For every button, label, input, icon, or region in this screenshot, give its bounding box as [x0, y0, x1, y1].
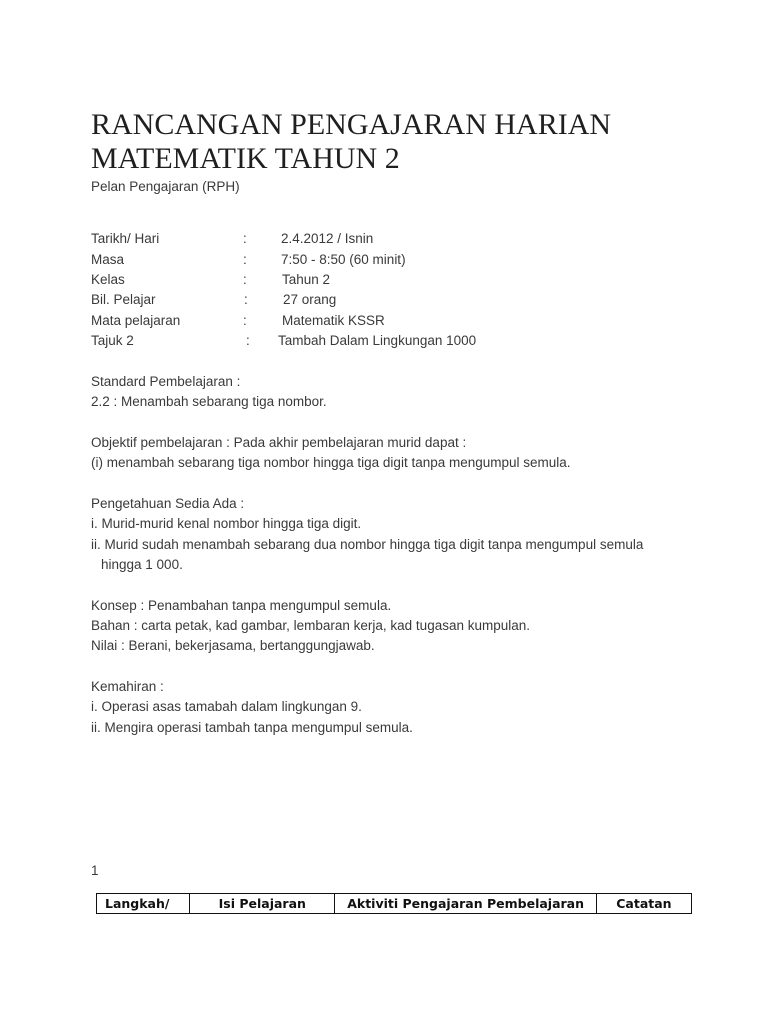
header-aktiviti: Aktiviti Pengajaran Pembelajaran — [335, 894, 596, 914]
info-label: Bil. Pelajar — [91, 292, 156, 307]
info-separator: : — [243, 313, 247, 328]
info-value: 2.4.2012 / Isnin — [281, 231, 374, 246]
kemahiran-heading: Kemahiran : — [91, 679, 164, 694]
info-row-bil-pelajar — [91, 292, 691, 308]
title-line-2: MATEMATIK TAHUN 2 — [91, 142, 400, 175]
info-value: Matematik KSSR — [282, 313, 385, 328]
info-row-tarikh — [91, 231, 691, 247]
info-separator: : — [243, 231, 247, 246]
info-value: Tambah Dalam Lingkungan 1000 — [278, 333, 477, 348]
header-catatan: Catatan — [596, 894, 691, 914]
page-number: 1 — [91, 863, 99, 878]
nilai-line: Nilai : Berani, bekerjasama, bertanggungjawab. — [91, 638, 375, 653]
title-line-1: RANCANGAN PENGAJARAN HARIAN — [91, 108, 612, 141]
pengetahuan-item-1: i. Murid-murid kenal nombor hingga tiga digit. — [91, 516, 362, 531]
document-subtitle: Pelan Pengajaran (RPH) — [91, 179, 240, 194]
objektif-item: (i) menambah sebarang tiga nombor hingga tiga digit tanpa mengumpul semula. — [91, 455, 571, 470]
kemahiran-item-2: ii. Mengira operasi tambah tanpa mengumpul semula. — [91, 720, 413, 735]
bahan-line: Bahan : carta petak, kad gambar, lembaran kerja, kad tugasan kumpulan. — [91, 618, 531, 633]
info-row-kelas — [91, 272, 691, 288]
info-value: Tahun 2 — [282, 272, 331, 287]
info-separator: : — [244, 292, 248, 307]
info-value: 27 orang — [283, 292, 337, 307]
lesson-table — [96, 893, 692, 914]
pengetahuan-heading: Pengetahuan Sedia Ada : — [91, 496, 245, 511]
header-langkah: Langkah/ — [97, 894, 190, 914]
info-value: 7:50 - 8:50 (60 minit) — [281, 252, 406, 267]
info-row-mata-pelajaran — [91, 313, 691, 329]
info-separator: : — [246, 333, 250, 348]
pengetahuan-item-2-line-2: hingga 1 000. — [101, 557, 183, 572]
pengetahuan-item-2-line-1: ii. Murid sudah menambah sebarang dua nombor hingga tiga digit tanpa mengumpul semula — [91, 537, 644, 552]
konsep-line: Konsep : Penambahan tanpa mengumpul semula. — [91, 598, 392, 613]
objektif-heading: Objektif pembelajaran : Pada akhir pembelajaran murid dapat : — [91, 435, 467, 450]
standard-heading: Standard Pembelajaran : — [91, 374, 241, 389]
table-header-row — [97, 894, 692, 914]
info-label: Masa — [91, 252, 125, 267]
kemahiran-item-1: i. Operasi asas tamabah dalam lingkungan 9. — [91, 699, 362, 714]
header-isi-pelajaran: Isi Pelajaran — [190, 894, 335, 914]
info-row-tajuk — [91, 333, 691, 349]
info-label: Tajuk 2 — [91, 333, 134, 348]
standard-item: 2.2 : Menambah sebarang tiga nombor. — [91, 394, 327, 409]
info-label: Mata pelajaran — [91, 313, 181, 328]
document-title — [91, 108, 731, 176]
info-label: Kelas — [91, 272, 125, 287]
info-row-masa — [91, 252, 691, 268]
info-separator: : — [243, 252, 247, 267]
info-separator: : — [243, 272, 247, 287]
info-label: Tarikh/ Hari — [91, 231, 160, 246]
